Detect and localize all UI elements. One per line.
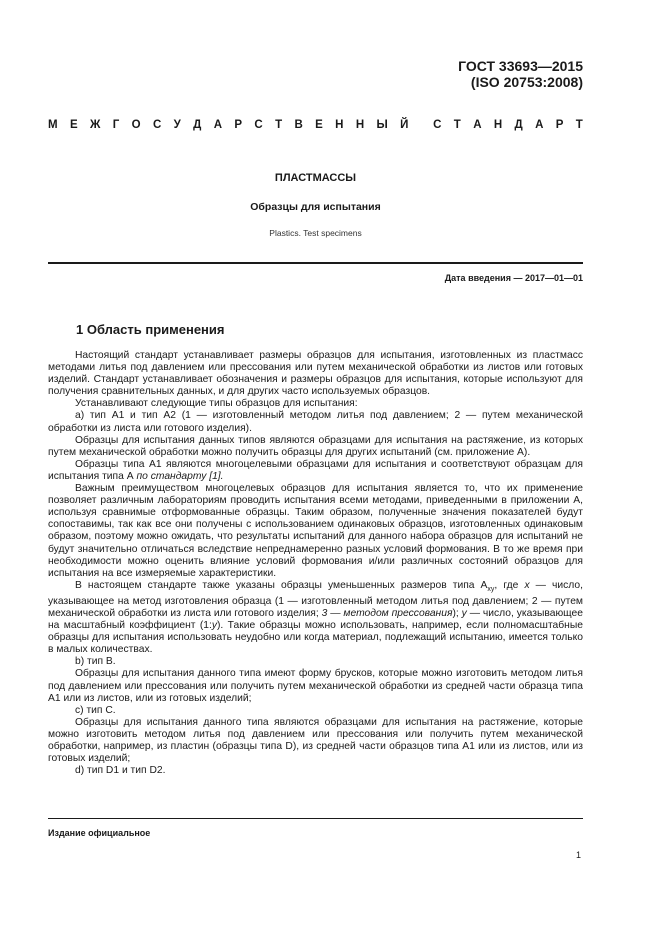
banner-letter: Р: [555, 119, 564, 131]
banner-letter: С: [433, 119, 442, 131]
banner-letter: Д: [193, 119, 202, 131]
interstate-standard-banner: [48, 119, 583, 131]
banner-letter: С: [254, 119, 263, 131]
standard-number: ГОСТ 33693—2015: [458, 58, 583, 74]
banner-letter: С: [152, 119, 162, 131]
banner-letter: М: [48, 119, 58, 131]
paragraph: Устанавливают следующие типы образцов для испытания:: [75, 398, 358, 410]
banner-letter: Й: [400, 119, 409, 131]
paragraph: Образцы для испытания данных типов являются образцами для испытания на растяжение, из которых путем механической обработки можно получить образцы для других испытаний (см. приложение А).: [48, 434, 583, 458]
banner-letter: Е: [69, 119, 78, 131]
banner-letter: Е: [315, 119, 323, 131]
english-title: Plastics. Test specimens: [269, 228, 362, 238]
document-title: ПЛАСТМАССЫ: [274, 172, 357, 184]
edition-note: Издание официальное: [48, 828, 151, 838]
header-divider: [48, 262, 583, 264]
list-item: с) тип С.: [75, 704, 116, 716]
list-item: а) тип А1 и тип А2 (1 — изготовленный методом литья под давлением; 2 — путем механической обработки из листа или готового изделия).: [48, 410, 583, 434]
banner-letter: В: [294, 119, 303, 131]
banner-letter: Н: [335, 119, 344, 131]
iso-number: (ISO 20753:2008): [470, 74, 583, 90]
banner-letter: А: [213, 119, 223, 131]
banner-letter: Н: [493, 119, 503, 131]
banner-letter: А: [535, 119, 544, 131]
banner-letter: Г: [112, 119, 120, 131]
banner-letter: У: [173, 119, 181, 131]
paragraph: Образцы для испытания данного типа являются образцами для испытания на растяжение, которые можно изготовить методом литья под давлением или прессования или получить путем механической обработки, например, из пластин (образцы типа D), из средней части образцов типа А1 или из листов, или из готовых изделий;: [48, 716, 583, 765]
footer-divider: [48, 818, 583, 819]
document-subtitle: Образцы для испытания: [250, 201, 381, 213]
banner-letter: О: [131, 119, 141, 131]
section-body: [48, 350, 583, 777]
paragraph: Образцы для испытания данного типа имеют форму брусков, которые можно изготовить методом литья под давлением или прессования или получить путем механической обработки из средней части образца типа А1 или из листов, или из готовых изделий;: [48, 668, 583, 704]
paragraph: Настоящий стандарт устанавливает размеры образцов для испытания, изготовленных из пластмасс методами литья под давлением или прессования или путем механической обработки из листов или готовых изделий. Стандарт устанавливает обозначения и размеры образцов для испытания, которые используют для получения сравнительных данных, и для других часто используемых образцов.: [48, 350, 583, 398]
banner-letter: А: [473, 119, 482, 131]
standard-designation: [458, 58, 583, 90]
reference-link: по стандарту [1].: [136, 470, 224, 482]
banner-letter: Р: [234, 119, 243, 131]
banner-letter: Т: [575, 119, 583, 131]
banner-letter: Ж: [89, 119, 101, 131]
banner-letter: Н: [355, 119, 365, 131]
paragraph: Важным преимуществом многоцелевых образцов для испытания является то, что их применение позволяет различным лабораториям проводить испытания всеми методами, приведенными в приложении А, используя сравнимые отформованные образцы. Таким образом, полученные значения показателей будут сопоставимы, так как все они получены с использованием одинаковых образцов, изготовленных одинаковым образом, поэтому можно ожидать, что результаты испытаний для данного набора образцов для испытаний не будут значительно отличаться вследствие непреднамеренно разных условий формования. В то же время при необходимости можно оценить влияние условий формования и/или различных состояний образцов для испытания на все измеряемые характеристики.: [48, 483, 583, 579]
page-number: 1: [575, 850, 581, 860]
banner-letter: Д: [514, 119, 523, 131]
paragraph: В настоящем стандарте также указаны образцы уменьшенных размеров типа $А_{xy}$, где x — число, указывающее на метод изготовления образца (1 — изготовленный методом литья под давлением; 2 — путем механической обработки из листа или готового изделия; 3 — методом прессования); y — число, указывающее на масштабный коэффициент (1:y). Такие образцы можно использовать, например, если полномасштабные образцы для испытания использовать неудобно или когда материал, подлежащий испытанию, имеется только в малых количествах.: [48, 579, 583, 656]
paragraph: Образцы типа А1 являются многоцелевыми образцами для испытания и соответствуют образцам для испытания типа А по стандарту [1].: [48, 458, 583, 482]
list-item: b) тип В.: [75, 656, 116, 668]
introduction-date: Дата введения — 2017—01—01: [444, 273, 583, 283]
list-item: d) тип D1 и тип D2.: [75, 765, 166, 777]
banner-letter: Т: [275, 119, 283, 131]
section-heading: 1 Область применения: [76, 322, 225, 337]
banner-letter: Ы: [376, 119, 388, 131]
banner-letter: Т: [453, 119, 461, 131]
